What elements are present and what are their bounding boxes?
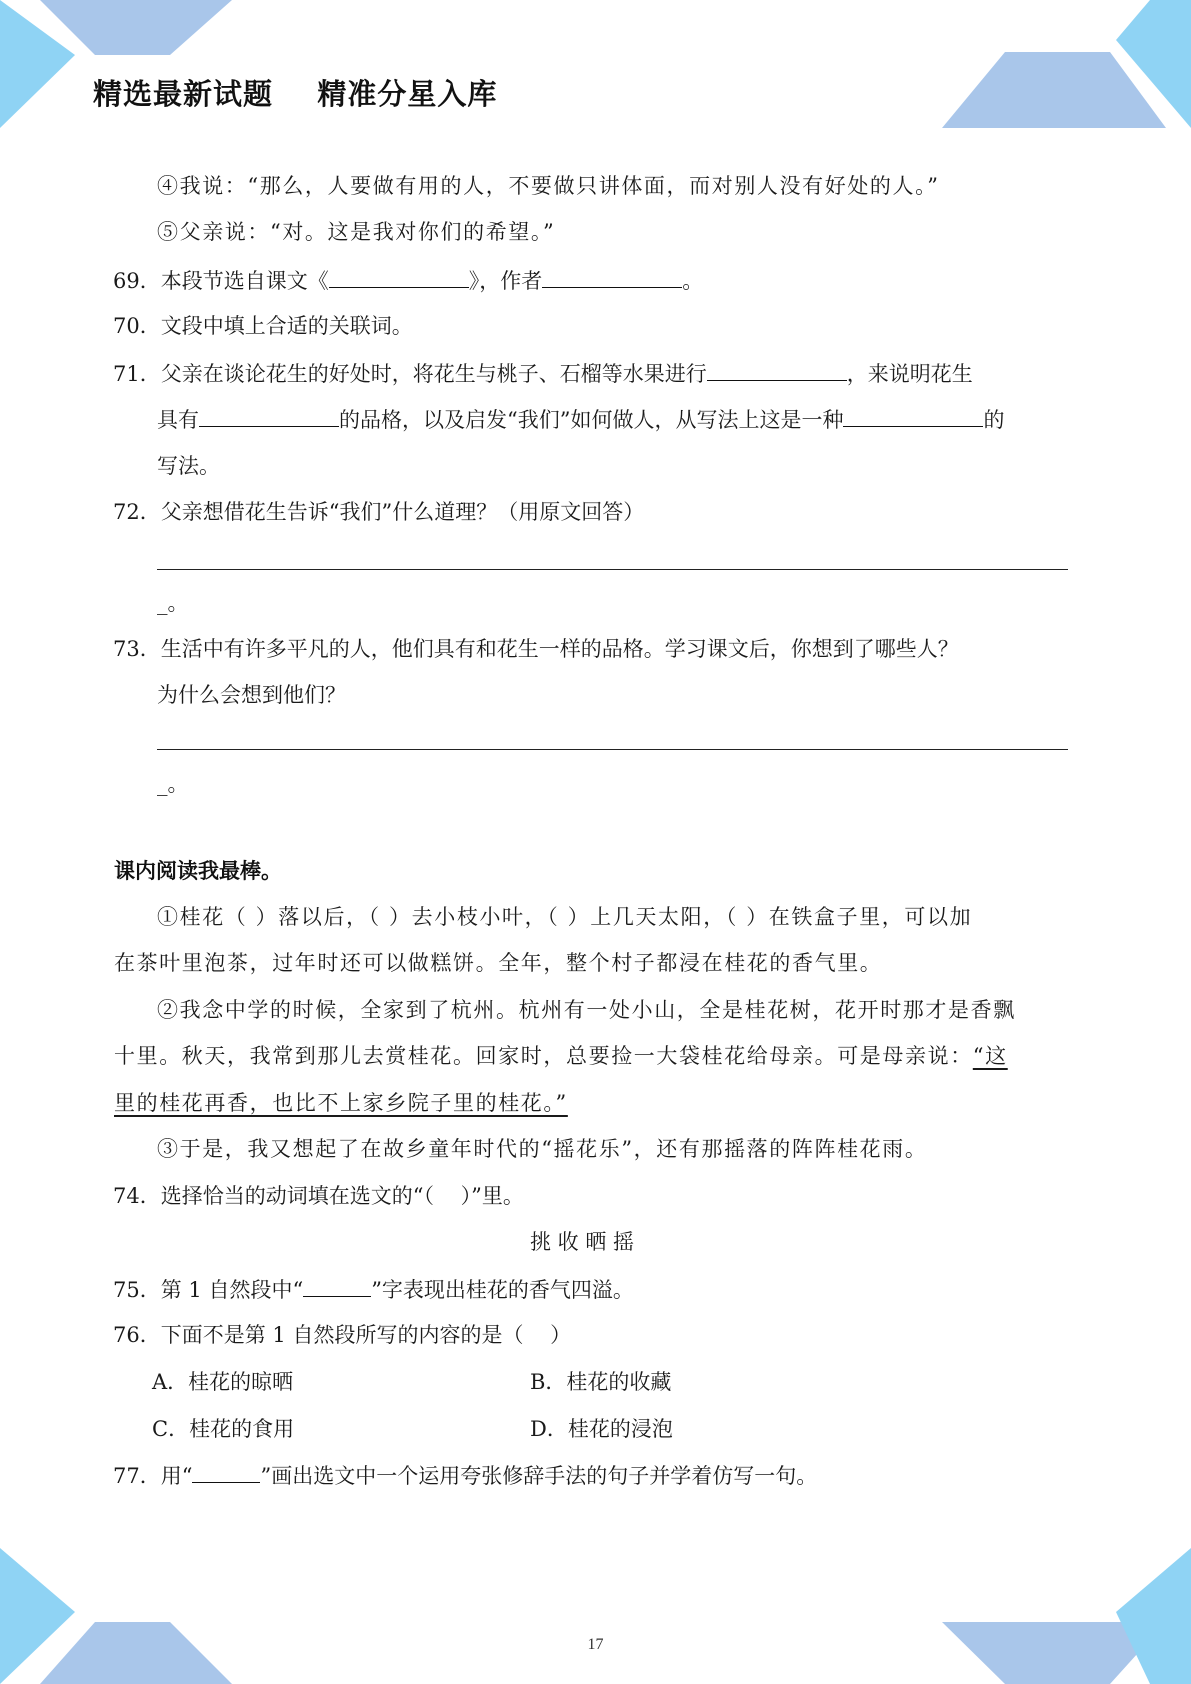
question-text: 的 [983,408,1005,432]
passage-text: 十里。秋天，我常到那儿去赏桂花。回家时，总要捡一大袋桂花给母亲。可是母亲说： [114,1044,973,1068]
question-text: 父亲在谈论花生的好处时，将花生与桃子、石榴等水果进行 [160,362,707,386]
question-number: 72． [113,500,161,524]
question-text: 文段中填上合适的关联词。 [160,314,413,338]
passage2-paragraph-1: ①桂花（ ）落以后，（ ）去小枝小叶，（ ）上几天太阳，（ ）在铁盒子里，可以加 [157,905,973,929]
question-number: 77． [113,1464,161,1488]
answer-tail: _。 [157,591,189,615]
question-text: ”画出选文中一个运用夸张修辞手法的句子并学着仿写一句。 [260,1464,818,1488]
passage-paragraph-4: ④我说：“那么，人要做有用的人，不要做只讲体面，而对别人没有好处的人。” [157,174,940,198]
question-number: 76． [113,1323,161,1347]
question-73 [113,634,959,664]
question-text: 》，作者 [468,269,543,293]
question-70 [113,311,413,341]
page-number: 17 [587,1636,604,1653]
answer-line-72[interactable] [157,569,1068,570]
question-77 [113,1460,817,1491]
passage2-paragraph-2: ②我念中学的时候，全家到了杭州。杭州有一处小山，全是桂花树，花开时那才是香飘 [157,998,1016,1022]
question-text: 生活中有许多平凡的人，他们具有和花生一样的品格。学习课文后，你想到了哪些人？ [160,637,959,661]
passage2-paragraph-2-cont [114,1041,1008,1071]
answer-tail: _。 [157,772,189,796]
bottom-right-triangle [1116,1548,1191,1684]
question-71 [113,358,973,389]
question-text: 。 [682,269,704,293]
question-text: 用“ [160,1464,193,1488]
question-number: 75． [113,1278,161,1302]
question-69 [113,265,703,296]
verb-choices: 挑 收 晒 摇 [530,1230,635,1254]
blank-writing-method[interactable] [843,404,983,427]
question-text: 父亲想借花生告诉“我们”什么道理？（用原文回答） [160,500,645,524]
top-left-triangle [0,0,75,128]
top-left-trapezoid [40,0,232,55]
blank-comparison[interactable] [707,358,847,381]
passage2-paragraph-3: ③于是，我又想起了在故乡童年时代的“摇花乐”，还有那摇落的阵阵桂花雨。 [157,1137,928,1161]
question-text: 第 1 自然段中“ [160,1278,304,1302]
question-text: 具有 [157,408,199,432]
header-title: 精选最新试题 精准分星入库 [93,77,498,111]
question-text: 下面不是第 1 自然段所写的内容的是（ ） [160,1323,572,1347]
question-74 [113,1181,524,1211]
question-text: 选择恰当的动词填在选文的“（ ）”里。 [160,1184,524,1208]
question-number: 69． [113,269,161,293]
option-c[interactable]: C．桂花的食用 [152,1417,295,1441]
blank-author[interactable] [542,265,682,288]
passage2-paragraph-2-cont [114,1088,568,1118]
question-71-line-2 [157,404,1004,435]
question-76 [113,1320,571,1350]
question-text: 本段节选自课文《 [160,269,329,293]
question-number: 70． [113,314,161,338]
section-heading: 课内阅读我最棒。 [114,859,282,883]
top-right-triangle [1116,0,1191,128]
question-72 [113,497,644,527]
top-right-trapezoid [942,52,1166,128]
question-text: ，来说明花生 [846,362,973,386]
passage-paragraph-5: ⑤父亲说：“对。这是我对你们的希望。” [157,220,556,244]
option-b[interactable]: B．桂花的收藏 [530,1370,672,1394]
blank-quality[interactable] [199,404,339,427]
answer-line-73[interactable] [157,749,1068,750]
underlined-sentence: “这 [972,1044,1008,1068]
passage2-paragraph-1-cont: 在茶叶里泡茶，过年时还可以做糕饼。全年，整个村子都浸在桂花的香气里。 [114,951,883,975]
blank-lesson-title[interactable] [329,265,469,288]
question-number: 71． [113,362,161,386]
question-number: 73． [113,637,161,661]
question-text: ”字表现出桂花的香气四溢。 [371,1278,634,1302]
option-d[interactable]: D．桂花的浸泡 [530,1417,673,1441]
bottom-left-triangle [0,1548,75,1684]
question-number: 74． [113,1184,161,1208]
blank-underline-sample [192,1460,260,1483]
blank-word[interactable] [303,1274,371,1297]
underlined-sentence: 里的桂花再香，也比不上家乡院子里的桂花。” [114,1091,568,1115]
question-71-line-3: 写法。 [157,454,220,478]
question-text: 的品格，以及启发“我们”如何做人，从写法上这是一种 [339,408,844,432]
question-73-line-2: 为什么会想到他们？ [157,683,346,707]
question-75 [113,1274,634,1305]
option-a[interactable]: A．桂花的晾晒 [152,1370,294,1394]
